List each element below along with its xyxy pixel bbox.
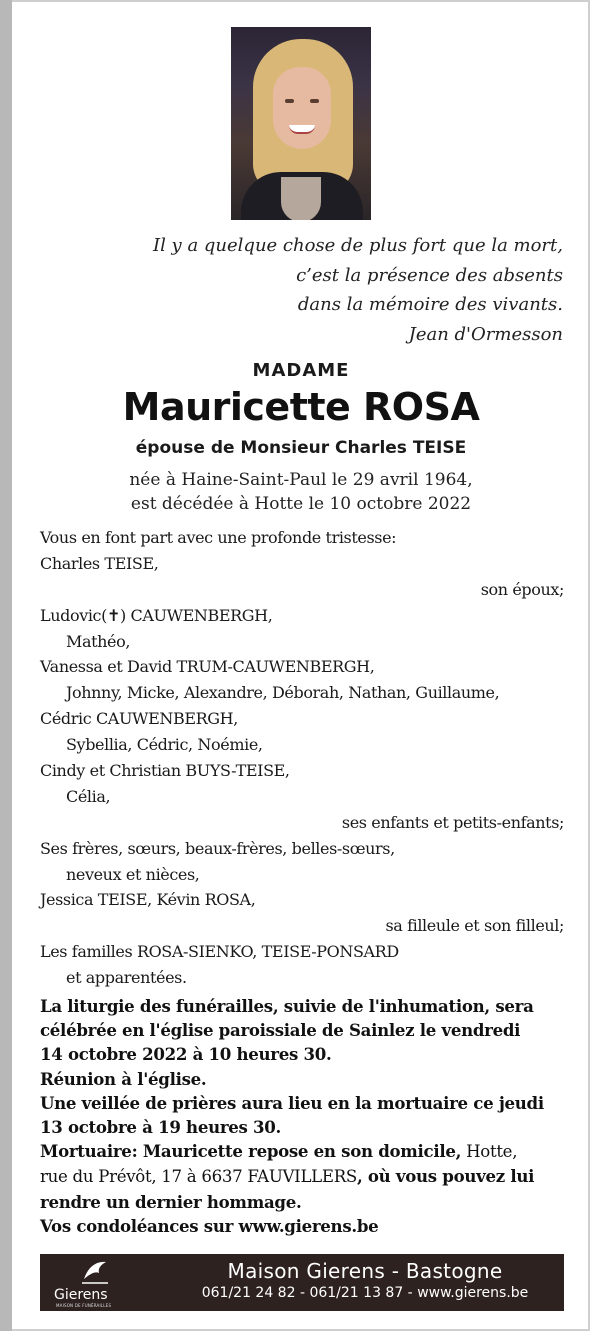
family-row: Charles TEISE, bbox=[40, 553, 159, 573]
gathering-line: Réunion à l'église. bbox=[40, 1068, 207, 1089]
family-row: Ludovic(✝) CAUWENBERGH, bbox=[40, 605, 273, 625]
family-row: Jessica TEISE, Kévin ROSA, bbox=[40, 890, 256, 910]
birth-death-dates bbox=[0, 468, 590, 516]
quote-author: Jean d'Ormesson bbox=[408, 323, 563, 345]
quote-line: dans la mémoire des vivants. bbox=[297, 294, 563, 315]
family-row: Cindy et Christian BUYS-TEISE, bbox=[40, 761, 290, 781]
family-row: Vanessa et David TRUM-CAUWENBERGH, bbox=[40, 657, 375, 677]
ceremony-line: célébrée en l'église paroissiale de Sainlez le vendredi bbox=[40, 1020, 521, 1041]
relation-label: sa filleule et son filleul; bbox=[385, 916, 564, 936]
family-row: neveux et nièces, bbox=[66, 864, 200, 884]
family-row: Sybellia, Cédric, Noémie, bbox=[66, 735, 263, 755]
quote-line: Il y a quelque chose de plus fort que la mort, bbox=[152, 235, 563, 256]
portrait-photo bbox=[231, 27, 371, 220]
funeral-home-name: Maison Gierens - Bastogne bbox=[227, 1259, 503, 1283]
logo-wordmark: Gierens bbox=[54, 1287, 108, 1303]
family-row: et apparentées. bbox=[66, 968, 187, 988]
family-row: Ses frères, sœurs, beaux-frères, belles-sœurs, bbox=[40, 838, 395, 858]
relation-label: ses enfants et petits-enfants; bbox=[341, 812, 564, 832]
birth-line: née à Haine-Saint-Paul le 29 avril 1964, bbox=[129, 470, 473, 490]
mortuary-address: Hotte, bbox=[461, 1142, 518, 1162]
family-row: Cédric CAUWENBERGH, bbox=[40, 709, 238, 729]
vigil-line: 13 octobre à 19 heures 30. bbox=[40, 1117, 282, 1138]
mortuary-bold: , où vous pouvez lui bbox=[356, 1166, 535, 1187]
left-border bbox=[0, 0, 12, 1331]
ceremony-line: La liturgie des funérailles, suivie de l'inhumation, sera bbox=[40, 996, 534, 1016]
relation-label: son époux; bbox=[480, 579, 564, 599]
epigraph-quote bbox=[153, 231, 563, 349]
mortuary-line: rendre un dernier hommage. bbox=[40, 1191, 302, 1212]
quote-line: c’est la présence des absents bbox=[296, 264, 563, 286]
family-row: Les familles ROSA-SIENKO, TEISE-PONSARD bbox=[40, 942, 399, 962]
logo-subtitle: MAISON DE FUNÉRAILLES bbox=[56, 1303, 112, 1308]
family-row: Mathéo, bbox=[66, 631, 131, 651]
family-row: Johnny, Micke, Alexandre, Déborah, Nathan, Guillaume, bbox=[66, 683, 500, 703]
vigil-line: Une veillée de prières aura lieu en la mortuaire ce jeudi bbox=[40, 1092, 544, 1113]
funeral-home-contact: 061/21 24 82 - 061/21 13 87 - www.gierens.be bbox=[201, 1285, 529, 1301]
family-announcement bbox=[40, 525, 564, 991]
family-row: Célia, bbox=[66, 786, 111, 806]
deceased-name: Mauricette ROSA bbox=[122, 385, 480, 429]
mortuary-line bbox=[40, 1139, 570, 1164]
bird-logo-icon bbox=[80, 1259, 110, 1285]
mortuary-address: rue du Prévôt, 17 à 6637 FAUVILLERS bbox=[40, 1167, 357, 1187]
mortuary-bold: Mortuaire: Mauricette repose en son domicile, bbox=[40, 1141, 462, 1162]
family-intro: Vous en font part avec une profonde tristesse: bbox=[40, 528, 397, 547]
condolences-line: Vos condoléances sur www.gierens.be bbox=[40, 1215, 379, 1236]
death-line: est décédée à Hotte le 10 octobre 2022 bbox=[130, 494, 472, 514]
mortuary-line bbox=[40, 1164, 570, 1189]
ceremony-details bbox=[40, 994, 570, 1238]
ceremony-line: 14 octobre 2022 à 10 heures 30. bbox=[40, 1044, 332, 1065]
funeral-home-banner bbox=[40, 1254, 564, 1311]
honorific: MADAME bbox=[252, 360, 350, 381]
spouse-line: épouse de Monsieur Charles TEISE bbox=[135, 438, 467, 458]
top-border bbox=[12, 0, 590, 2]
